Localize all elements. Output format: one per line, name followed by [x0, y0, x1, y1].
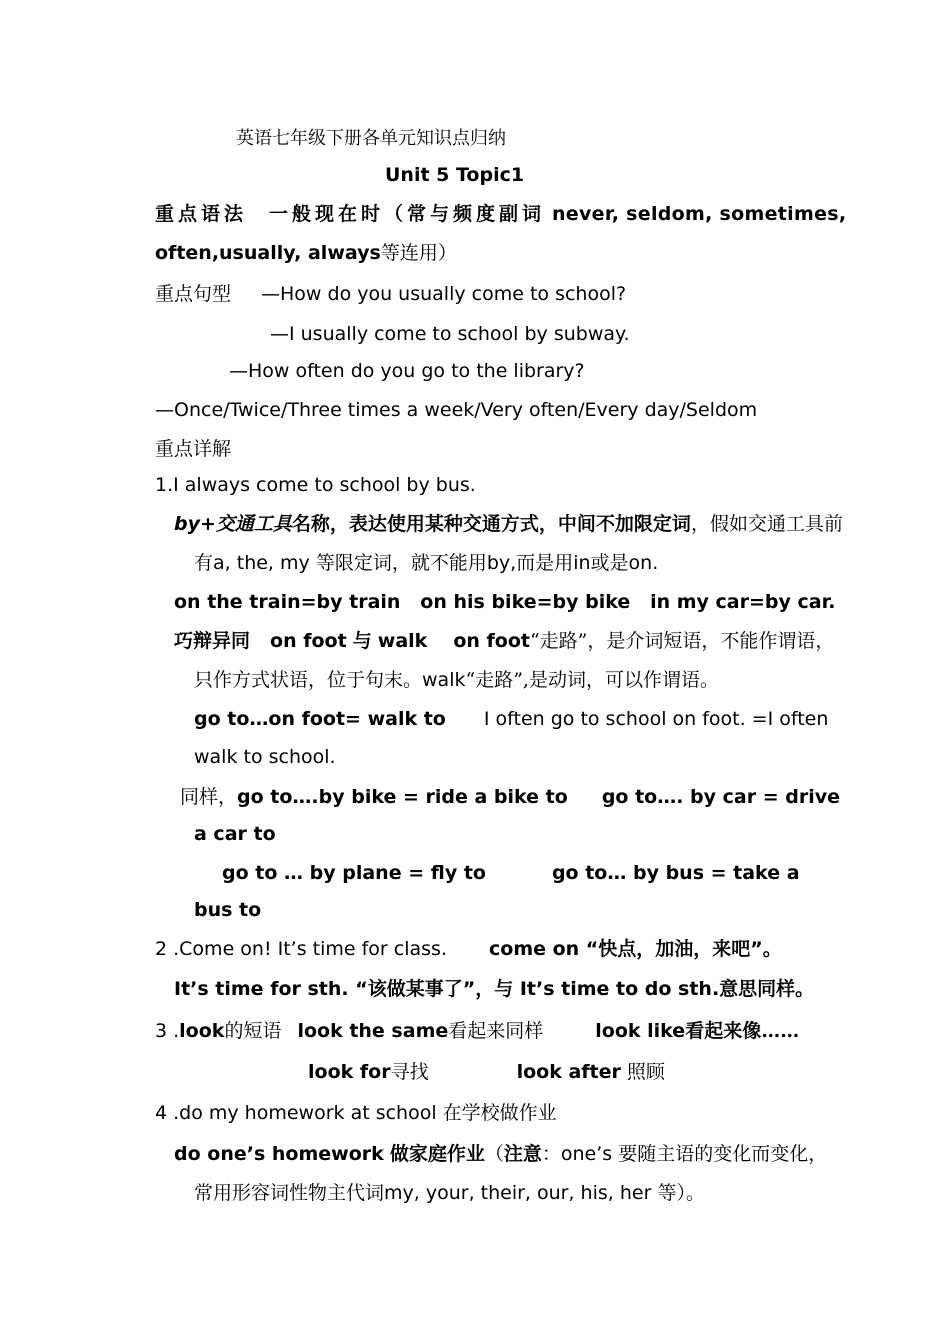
p1-b4: by,: [486, 552, 517, 574]
pattern-2: —I usually come to school by subway.: [270, 323, 630, 345]
grammar-label: 重点语法: [155, 203, 248, 225]
point-1-line-j: [222, 860, 800, 886]
doc-title: 英语七年级下册各单元知识点归纳: [236, 128, 506, 149]
p3-a7: 看起来像……: [685, 1020, 800, 1042]
grammar-text-a: 一般现在时（常与频度副词: [269, 203, 546, 225]
grammar-line-1: [155, 201, 846, 227]
p1-d2: on foot: [270, 630, 347, 652]
p3-a3: 的短语: [224, 1020, 282, 1042]
pattern-label: 重点句型: [155, 283, 232, 305]
p1-a2: 交通工具: [215, 513, 292, 535]
p4-b1: do one’s homework: [174, 1143, 384, 1165]
point-2-line-a: [155, 936, 782, 962]
point-1-line-e: [194, 667, 719, 693]
point-1-line-i: a car to: [194, 823, 276, 845]
p3-a5: 看起来同样: [448, 1020, 544, 1042]
p4-b5: ：: [541, 1143, 561, 1165]
p1-j2: go to… by bus = take a: [551, 862, 800, 884]
point-1-line-a: [174, 511, 843, 537]
p1-h1: 同样，: [180, 786, 238, 808]
p1-b6: in: [573, 552, 591, 574]
detail-label: 重点详解: [155, 438, 232, 460]
point-1-line-g: walk to school.: [194, 746, 336, 768]
p2-a2: come on “快点，加油，来吧”。: [489, 938, 782, 960]
p1-a3: 名称，表达使用某种交通方式，中间不加限定词: [291, 513, 691, 535]
p3-a1: 3 .: [155, 1020, 180, 1042]
pattern-1: —How do you usually come to school?: [261, 283, 627, 305]
p1-a1: by+: [174, 513, 216, 535]
point-4-line-a: [155, 1100, 557, 1126]
p4-a2: 在学校做作业: [442, 1102, 557, 1124]
p4-b2: 做家庭作业: [389, 1143, 485, 1165]
p4-b7: 要随主语的变化而变化，: [618, 1143, 828, 1165]
p4-b6: one’s: [560, 1143, 613, 1165]
point-1-line-d: [174, 628, 834, 654]
p1-d6: “走路”，是介词短语，不能作谓语，: [529, 630, 835, 652]
point-1-line-k: bus to: [194, 899, 262, 921]
grammar-line-2: [155, 240, 457, 266]
p2-a1: 2 .Come on! It’s time for class.: [155, 938, 447, 960]
p1-d4: walk: [377, 630, 428, 652]
p1-h2: go to….by bike = ride a bike to: [237, 786, 568, 808]
p1-d5: on foot: [453, 630, 530, 652]
p1-b8: on.: [628, 552, 659, 574]
unit-heading: Unit 5 Topic1: [385, 164, 525, 186]
p3-a2: look: [179, 1020, 225, 1042]
pattern-3: —How often do you go to the library?: [229, 360, 585, 382]
point-1-line-f: [194, 706, 828, 732]
p1-b7: 或是: [590, 552, 629, 574]
p1-e2: walk: [422, 669, 466, 691]
p1-b5: 而是用: [516, 552, 574, 574]
p1-b3: 等限定词，就不能用: [315, 552, 487, 574]
point-1-heading: 1.I always come to school by bus.: [155, 474, 476, 496]
point-1-line-h: [180, 784, 840, 810]
p1-b1: 有: [194, 552, 214, 574]
p3-b2: 寻找: [390, 1061, 429, 1083]
point-3-line-b: [308, 1059, 665, 1085]
pattern-line-1: [155, 281, 626, 307]
p3-b1: look for: [308, 1061, 391, 1083]
p1-e3: “走路”,是动词，可以作谓语。: [465, 669, 719, 691]
p1-d1: 巧辩异同: [174, 630, 251, 652]
p3-b4: 照顾: [626, 1061, 665, 1083]
pattern-4: —Once/Twice/Three times a week/Very often/Every day/Seldom: [155, 399, 758, 421]
p1-j1: go to … by plane = fly to: [222, 862, 486, 884]
grammar-words-b: often,usually, always: [155, 242, 381, 264]
p1-a4: ，假如交通工具前: [690, 513, 843, 535]
point-4-line-b: [174, 1141, 827, 1167]
p1-e1: 只作方式状语，位于句末。: [194, 669, 423, 691]
p4-b3: （: [484, 1143, 504, 1165]
point-3-line-a: [155, 1018, 799, 1044]
point-4-line-c: [194, 1180, 705, 1206]
point-2-line-b: It’s time for sth. “该做某事了”，与 It’s time to do sth.意思同样。: [174, 978, 815, 1000]
p1-f1: go to…on foot= walk to: [194, 708, 446, 730]
point-1-line-c: on the train=by train on his bike=by bike in my car=by car.: [174, 591, 836, 613]
p4-c2: my, your, their, our, his, her: [384, 1182, 652, 1204]
p4-a1: 4 .do my homework at school: [155, 1102, 437, 1124]
p3-a6: look like: [595, 1020, 686, 1042]
p1-d3: 与: [352, 630, 372, 652]
p1-b2: a, the, my: [213, 552, 310, 574]
p1-f2: I often go to school on foot. =I often: [483, 708, 829, 730]
grammar-words-a: never, seldom, sometimes,: [551, 203, 847, 225]
grammar-text-b: 等连用）: [380, 242, 457, 264]
p4-c1: 常用形容词性物主代词: [194, 1182, 385, 1204]
p4-c3: 等）。: [657, 1182, 705, 1204]
p4-b4: 注意: [503, 1143, 542, 1165]
p3-b3: look after: [516, 1061, 621, 1083]
p1-h3: go to…. by car = drive: [601, 786, 841, 808]
p3-a4: look the same: [297, 1020, 449, 1042]
point-1-line-b: [194, 550, 658, 576]
